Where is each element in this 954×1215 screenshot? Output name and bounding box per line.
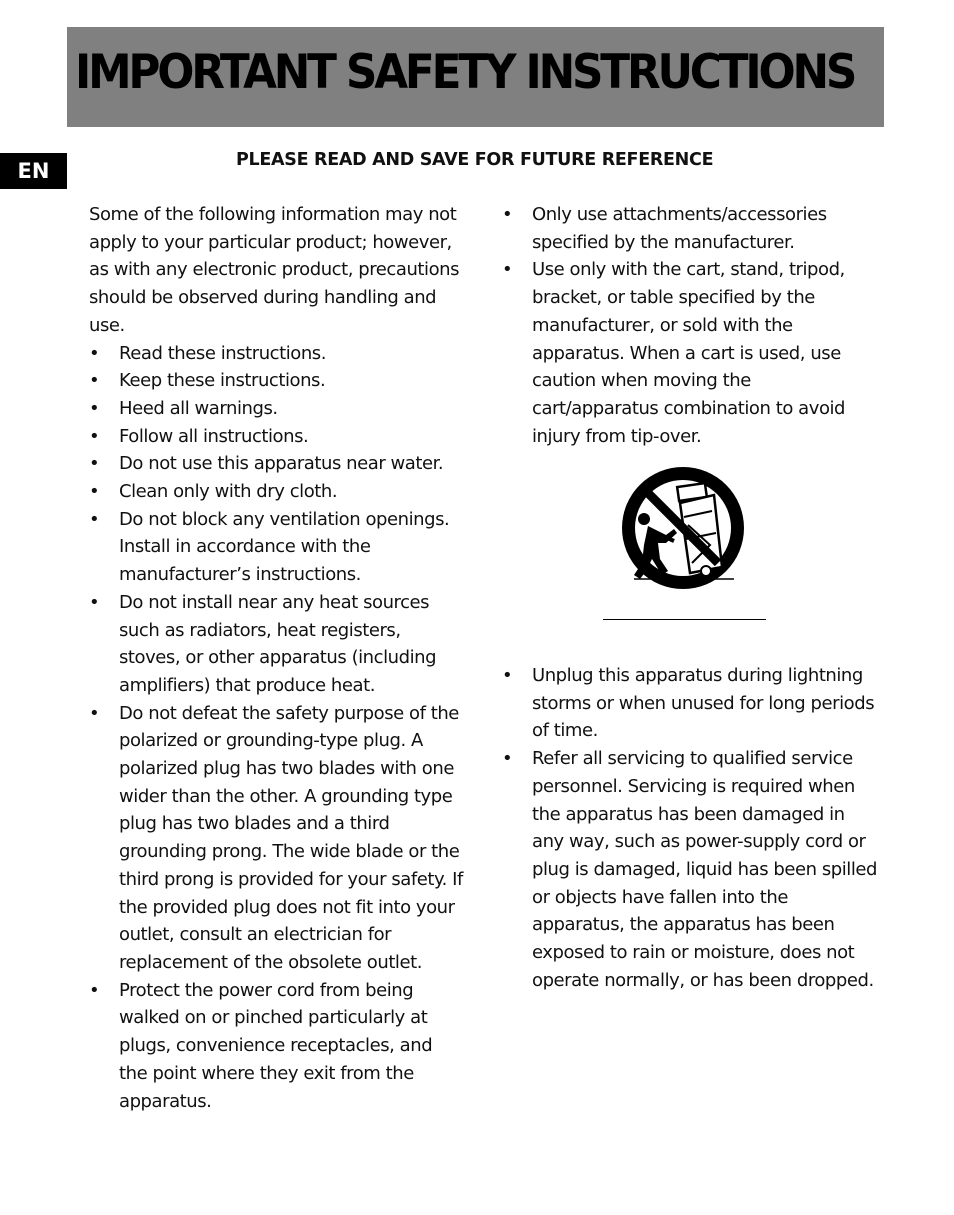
list-item: • Do not use this apparatus near water. (89, 450, 464, 478)
left-column (89, 201, 464, 1115)
subtitle: PLEASE READ AND SAVE FOR FUTURE REFERENCE (236, 150, 714, 170)
list-item: • Read these instructions. (89, 340, 464, 368)
list-item: • Only use attachments/accessories specified by the manufacturer. (502, 201, 880, 256)
right-bullet-list-bottom (502, 662, 880, 994)
list-item: • Unplug this apparatus during lightning storms or when unused for long periods of time. (502, 662, 880, 745)
intro-paragraph: Some of the following information may not apply to your particular product; however, as with any electronic product, precautions should be observed during handling and use. (89, 204, 460, 336)
list-item: • Use only with the cart, stand, tripod, bracket, or table specified by the manufacturer, or sold with the apparatus. When a cart is used, use caution when moving the cart/apparatus combination to avoid injury from tip-over. (502, 256, 880, 450)
list-item: • Heed all warnings. (89, 395, 464, 423)
list-item: • Protect the power cord from being walked on or pinched particularly at plugs, convenience receptacles, and the point where they exit from the apparatus. (89, 977, 464, 1116)
list-item: • Do not install near any heat sources such as radiators, heat registers, stoves, or other apparatus (including amplifiers) that produce heat. (89, 589, 464, 700)
right-column-top (502, 201, 880, 450)
list-item: • Keep these instructions. (89, 367, 464, 395)
language-tab: EN (0, 153, 67, 189)
list-item: • Clean only with dry cloth. (89, 478, 464, 506)
right-bullet-list-top (502, 201, 880, 450)
left-bullet-list (89, 340, 464, 1116)
list-item: • Do not block any ventilation openings. Install in accordance with the manufacturer’s instructions. (89, 506, 464, 589)
right-column-bottom (502, 662, 880, 994)
page-title: IMPORTANT SAFETY INSTRUCTIONS (75, 45, 855, 100)
list-item: • Follow all instructions. (89, 423, 464, 451)
list-item: • Refer all servicing to qualified service personnel. Servicing is required when the apparatus has been damaged in any way, such as power-supply cord or plug is damaged, liquid has been spilled or objects have fallen into the apparatus, the apparatus has been exposed to rain or moisture, does not operate normally, or has been dropped. (502, 745, 880, 994)
list-item: • Do not defeat the safety purpose of the polarized or grounding-type plug. A polarized plug has two blades with one wider than the other. A grounding type plug has two blades and a third grounding prong. The wide blade or the third prong is provided for your safety. If the provided plug does not fit into your outlet, consult an electrician for replacement of the obsolete outlet. (89, 700, 464, 977)
title-banner (67, 27, 884, 127)
cart-tip-over-warning-icon (622, 467, 744, 589)
divider (603, 619, 766, 620)
